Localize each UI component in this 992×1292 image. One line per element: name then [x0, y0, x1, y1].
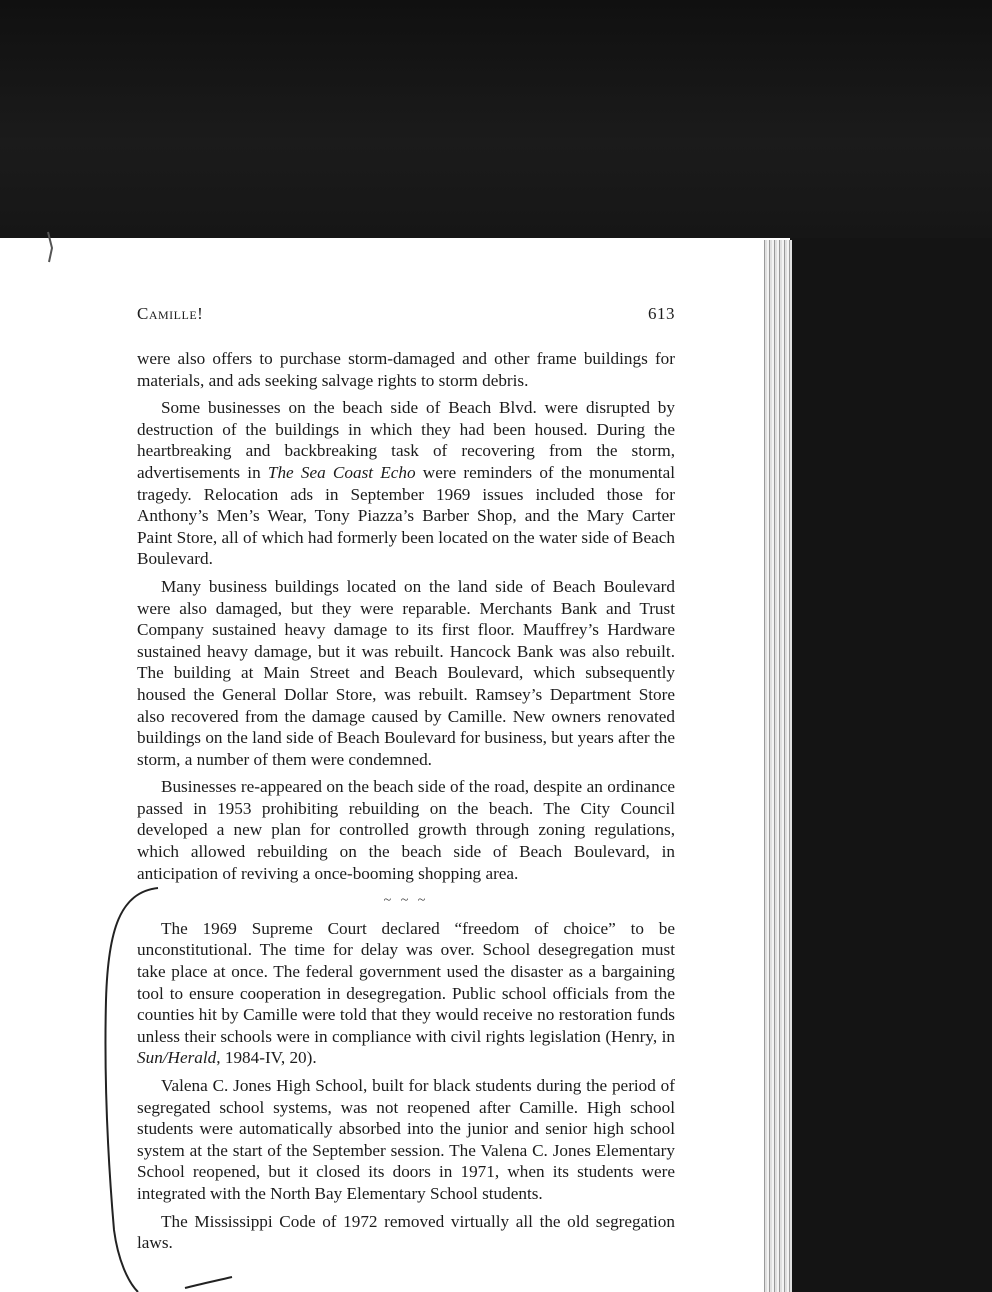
section-break-ornament: ~ ~ ~ [383, 893, 429, 909]
paragraph-5 [137, 918, 675, 1069]
page-number: 613 [648, 304, 675, 323]
paragraph-5-text-b: , 1984-IV, 20). [216, 1048, 317, 1068]
paragraph-2 [137, 397, 675, 570]
paragraph-5-text-a: The 1969 Supreme Court declared “freedom of choice” to be unconstitutional. The time for delay was over. School desegregation must take place at once. The federal government used the disaster as a bargaining tool to ensure cooperation in desegregation. Public school officials from the counties hit by Camille were told that they would receive no restoration funds unless their schools were in compliance with civil rights legislation (Henry, in [137, 918, 675, 1046]
paragraph-7: The Mississippi Code of 1972 removed virtually all the old segregation laws. [137, 1211, 675, 1253]
running-header [137, 304, 675, 324]
paragraph-1: were also offers to purchase storm-damaged and other frame buildings for materials, and ads seeking salvage rights to storm debris. [137, 349, 675, 390]
running-title: Camille! [137, 304, 204, 323]
paragraph-2-text-a: Some businesses on the beach side of Beach Blvd. were disrupted by destruction of the buildings in which they had been housed. During the heartbreaking and backbreaking task of recovering from the storm, advertisements in [137, 398, 675, 482]
paragraph-4: Businesses re-appeared on the beach side of the road, despite an ordinance passed in 1953 prohibiting rebuilding on the beach. The City Council developed a new plan for controlled growth through zoning regulations, which allowed rebuilding on the beach side of Beach Boulevard, in anticipation of reviving a once-booming shopping area. [137, 777, 675, 883]
scan-background-top [0, 0, 992, 238]
paragraph-3: Many business buildings located on the land side of Beach Boulevard were also damaged, but they were reparable. Merchants Bank and Trust Company sustained heavy damage to its first floor. Mauffrey’s Hardware sustained heavy damage, but it was rebuilt. Hancock Bank was also rebuilt. The building at Main Street and Beach Boulevard, which subsequently housed the General Dollar Store, was rebuilt. Ramsey’s Department Store also recovered from the damage caused by Camille. New owners renovated buildings on the land side of Beach Boulevard for business, but years after the storm, a number of them were condemned. [137, 576, 675, 769]
book-page-edges [762, 240, 792, 1292]
paragraph-6: Valena C. Jones High School, built for black students during the period of segregated school systems, was not reopened after Camille. High school students were automatically absorbed into the junior and senior high school system at the start of the September session. The Valena C. Jones Elementary School reopened, but it closed its doors in 1971, when its students were integrated with the North Bay Elementary School students. [137, 1076, 675, 1203]
scan-background-right [790, 238, 992, 1292]
paragraph-2-text-b: were reminders of the monumental tragedy. Relocation ads in September 1969 issues included those for Anthony’s Men’s Wear, Tony Piazza’s Barber Shop, and the Mary Carter Paint Store, all of which had formerly been located on the water side of Beach Boulevard. [137, 462, 675, 569]
newspaper-title: The Sea Coast Echo [267, 462, 416, 482]
citation-source: Sun/Herald [137, 1048, 217, 1068]
body-text [137, 348, 675, 1260]
